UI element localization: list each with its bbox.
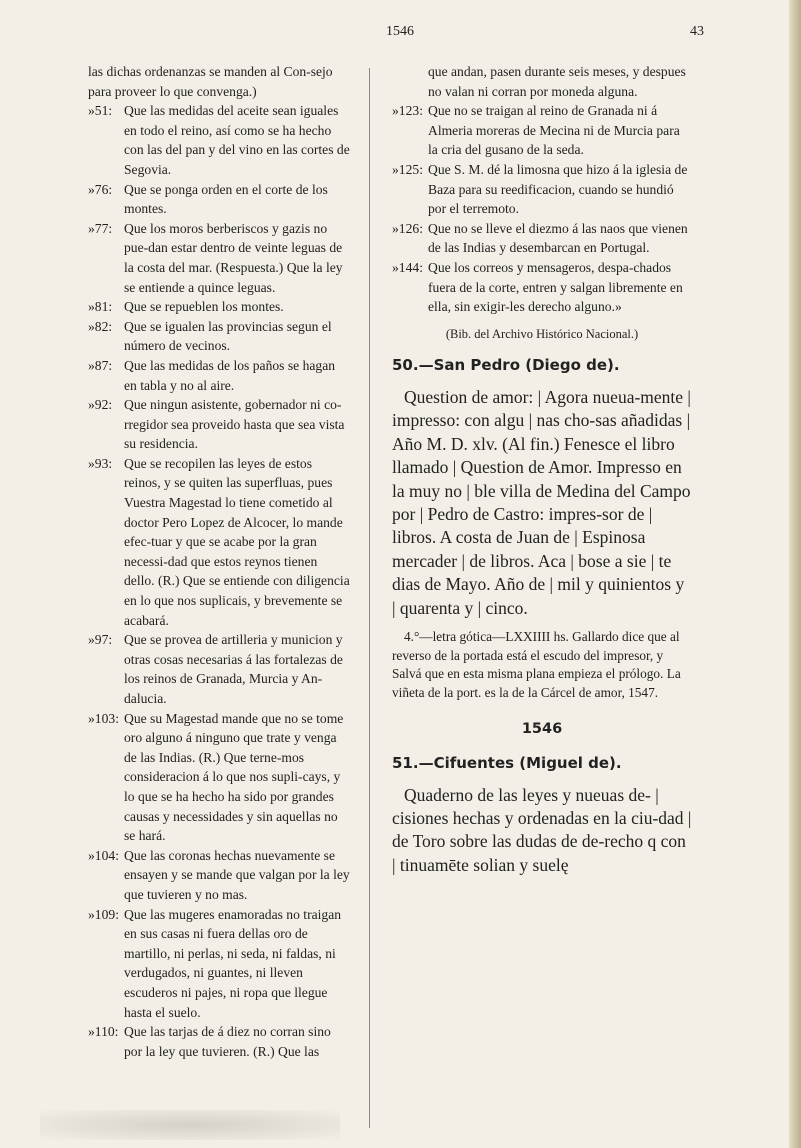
entry-text: Que se provea de artilleria y municion y otras cosas necesarias á las fortalezas de los reinos de Granada, Murcia y An-dalucia.	[124, 632, 343, 706]
list-item	[88, 454, 350, 630]
entry-number: »103:	[88, 710, 119, 726]
source-citation: (Bib. del Archivo Histórico Nacional.)	[445, 326, 639, 341]
entry-number: »82:	[88, 318, 113, 334]
entry-text: Que se igualen las provincias segun el número de vecinos.	[124, 318, 332, 354]
entry-number: »144:	[392, 259, 423, 275]
entry-number: »110:	[88, 1024, 119, 1040]
list-item	[392, 219, 692, 258]
list-item	[392, 160, 692, 219]
entry-number: »87:	[88, 357, 113, 373]
entry-number: »109:	[88, 906, 119, 922]
entry-text: Que su Magestad mande que no se tome oro alguno á ninguno que trate y venga de las Indias. (R.) Que terne-mos consideracion á lo que nos supli-cays, y lo que se ha hecho ha sido por grandes causas y necessidades y sin aquellas no se hará.	[124, 710, 344, 844]
entry-text: Que no se lleve el diezmo á las naos que vienen de las Indias y desembarcan en Portugal.	[428, 220, 688, 256]
running-header-year: 1546	[386, 24, 414, 39]
entry-text: Que los moros berberiscos y gazis no pue-dan estar dentro de veinte leguas de la costa del mar. (Respuesta.) Que la ley se entiende a quince leguas.	[124, 220, 343, 295]
list-item	[88, 317, 350, 356]
entry-number: »97:	[88, 632, 113, 648]
list-item	[88, 846, 350, 905]
entry-text: Que las coronas hechas nuevamente se ensayen y se mande que valgan por la ley que tuvieren y no mas.	[124, 847, 350, 902]
entry-text: Que no se traigan al reino de Granada ni á Almeria moreras de Mecina ni de Murcia para la cria del gusano de la seda.	[428, 103, 680, 158]
entry-text: Que se ponga orden en el corte de los montes.	[124, 181, 328, 217]
list-item	[88, 709, 350, 846]
item-50-description: 4.°—letra gótica—LXXIIII hs. Gallardo dice que al reverso de la portada está el escudo del impresor, y Salvá que en esta misma plana empieza el prólogo. La viñeta de la port. es la de la Cárcel de amor, 1547.	[392, 628, 681, 700]
list-item	[88, 630, 350, 708]
left-column	[88, 62, 350, 1061]
entry-text: Que las mugeres enamoradas no traigan en sus casas ni fuera dellas oro de martillo, ni perlas, ni seda, ni faldas, ni verdugados, ni guantes, ni lleven escuderos ni pajes, ni ropa que llegue hasta el suelo.	[124, 906, 342, 1020]
entry-number: »51:	[88, 103, 113, 119]
entry-text: Que S. M. dé la limosna que hizo á la iglesia de Baza para su reedificacion, cuando se hundió por el terremoto.	[428, 161, 688, 217]
entry-number: »126:	[392, 220, 423, 236]
list-item	[88, 905, 350, 1023]
item-51-heading: 51.—Cifuentes (Miguel de).	[392, 753, 622, 772]
entry-text: Que se repueblen los montes.	[124, 299, 284, 315]
item-50-heading: 50.—San Pedro (Diego de).	[392, 356, 620, 375]
left-intro: las dichas ordenanzas se manden al Con-sejo para proveer lo que convenga.)	[88, 64, 333, 99]
list-item	[88, 180, 350, 219]
item-51-title: Quaderno de las leyes y nueuas de- | cisiones hechas y ordenadas en la ciu-dad | de Toro sobre las dudas de de-recho q con | tinuamēte solian y suelę	[392, 784, 692, 875]
entry-number: »77:	[88, 220, 113, 236]
list-item	[392, 101, 692, 160]
page-stain	[40, 1110, 340, 1140]
entry-number: »76:	[88, 181, 113, 197]
list-item	[392, 258, 692, 317]
entry-number: »125:	[392, 161, 423, 177]
list-item	[88, 395, 350, 454]
page-number: 43	[690, 24, 704, 39]
list-item	[88, 297, 350, 317]
list-item	[88, 219, 350, 297]
page-edge	[789, 0, 801, 1148]
entry-number: »123:	[392, 103, 423, 119]
entry-number: »92:	[88, 397, 113, 413]
right-intro: que andan, pasen durante seis meses, y despues no valan ni corran por moneda alguna.	[428, 64, 686, 99]
right-column	[392, 62, 692, 877]
entry-number: »81:	[88, 299, 113, 315]
list-item	[88, 356, 350, 395]
list-item	[88, 101, 350, 179]
entry-number: »93:	[88, 455, 113, 471]
list-item	[88, 1022, 350, 1061]
column-divider	[369, 68, 370, 1128]
entry-text: Que las medidas del aceite sean iguales en todo el reino, así como se ha hecho con las del pan y del vino en las cortes de Segovia.	[124, 103, 350, 177]
item-50-title: Question de amor: | Agora nueua-mente | impresso: con algu | nas cho-sas añadidas | Año M. D. xlv. (Al fin.) Fenesce el libro llamado | Question de Amor. Impresso en la muy no | ble villa de Medina del Campo por | Pedro de Castro: impres-sor de | libros. A costa de Juan de | Espinosa mercader | de libros. Aca | bose a sie | te dias de Mayo. Año de | mil y quinientos y | quarenta y | cinco.	[392, 386, 691, 618]
entry-number: »104:	[88, 847, 119, 863]
entry-text: Que se recopilen las leyes de estos reinos, y se quiten las superfluas, pues Vuestra Magestad lo tiene cometido al doctor Pero Lopez de Alcocer, lo mande efec-tuar y que se acabe por la gran necessi-dad que estos reynos tienen dello. (R.) Que se entiende con diligencia en lo que nos suplicais, y brevemente se acabará.	[124, 455, 350, 628]
entry-text: Que los correos y mensageros, despa-chados fuera de la corte, entren y salgan libremente en ella, sin exigir-les derecho alguno.»	[428, 259, 683, 315]
year-heading: 1546	[521, 721, 563, 738]
entry-text: Que ningun asistente, gobernador ni co-rregidor sea proveido hasta que sea vista su residencia.	[124, 397, 345, 452]
entry-text: Que las tarjas de á diez no corran sino por la ley que tuvieren. (R.) Que las	[124, 1024, 331, 1059]
entry-text: Que las medidas de los paños se hagan en tabla y no al aire.	[124, 357, 336, 393]
